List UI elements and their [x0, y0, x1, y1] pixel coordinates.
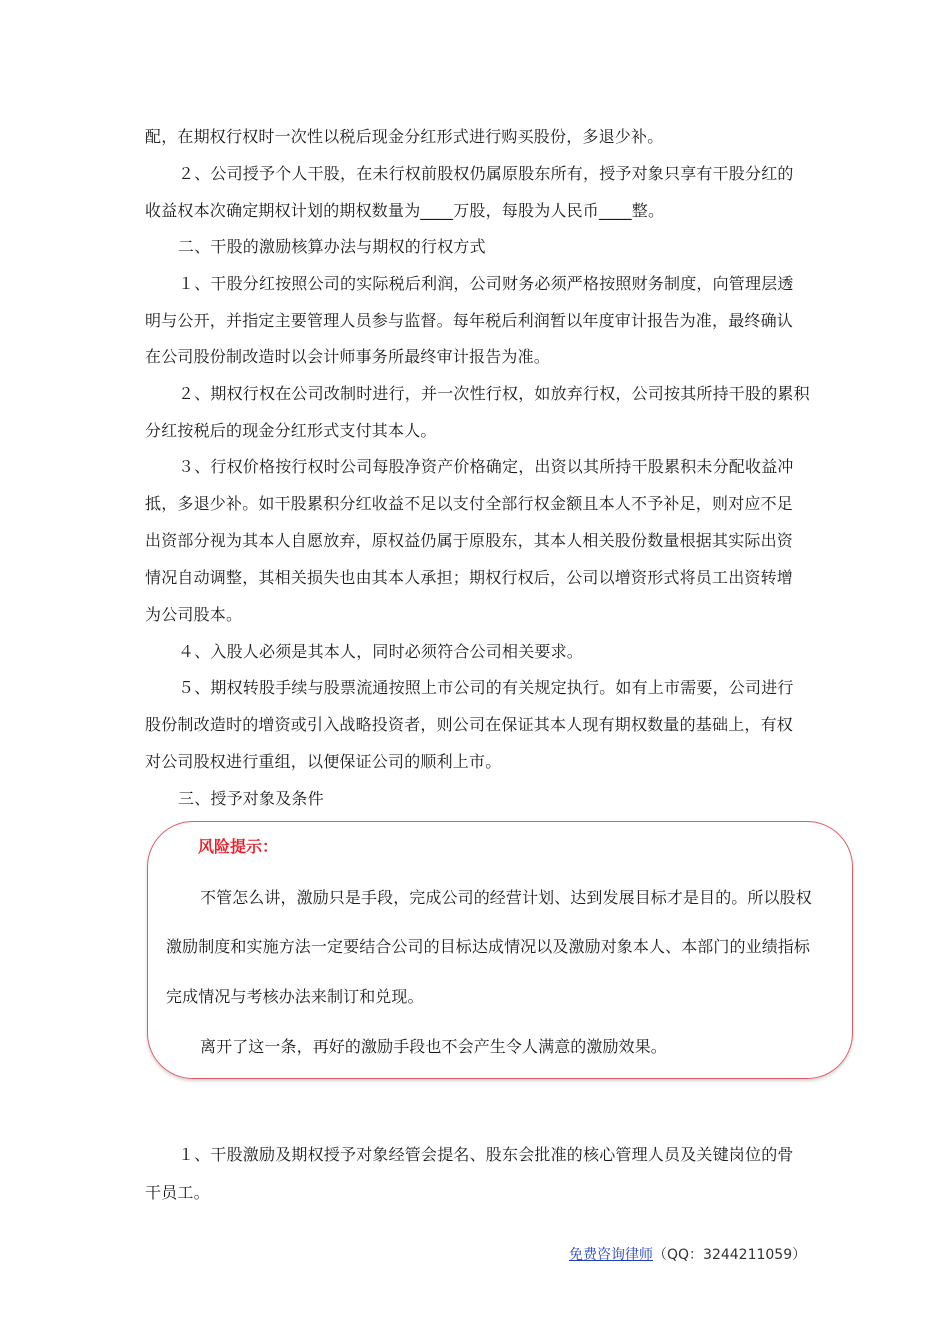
paragraph-line: 在公司股份制改造时以会计师事务所最终审计报告为准。	[145, 347, 551, 366]
paragraph-line: 对公司股权进行重组，以便保证公司的顺利上市。	[145, 752, 502, 771]
paragraph-line: ２、公司授予个人干股，在未行权前股权仍属原股东所有，授予对象只享有干股分红的	[178, 164, 794, 183]
paragraph-line: 出资部分视为其本人自愿放弃，原权益仍属于原股东，其本人相关股份数量根据其实际出资	[145, 531, 794, 550]
paragraph-line: 情况自动调整，其相关损失也由其本人承担；期权行权后，公司以增资形式将员工出资转增	[145, 568, 794, 587]
paragraph-line: 抵，多退少补。如干股累积分红收益不足以支付全部行权金额且本人不予补足，则对应不足	[145, 494, 794, 513]
free-consult-lawyer-link[interactable]: 免费咨询律师	[569, 1247, 653, 1263]
paragraph-line: 股份制改造时的增资或引入战略投资者，则公司在保证其本人现有期权数量的基础上，有权	[145, 715, 794, 734]
risk-notice-line: 完成情况与考核办法来制订和兑现。	[166, 987, 424, 1006]
paragraph-line: ４、入股人必须是其本人，同时必须符合公司相关要求。	[178, 642, 584, 661]
paragraph-line: 分红按税后的现金分红形式支付其本人。	[145, 421, 437, 440]
footer-contact	[569, 1245, 806, 1265]
paragraph-line: ２、期权行权在公司改制时进行，并一次性行权，如放弃行权，公司按其所持干股的累积	[178, 384, 810, 403]
paragraph-line: 为公司股本。	[145, 605, 243, 624]
paragraph-line: ３、行权价格按行权时公司每股净资产价格确定，出资以其所持干股累积未分配收益冲	[178, 457, 794, 476]
risk-notice-line: 不管怎么讲，激励只是手段，完成公司的经营计划、达到发展目标才是目的。所以股权	[200, 888, 812, 907]
section-heading: 三、授予对象及条件	[178, 789, 324, 808]
paragraph-line: ５、期权转股手续与股票流通按照上市公司的有关规定执行。如有上市需要，公司进行	[178, 678, 794, 697]
paragraph-line: 明与公开，并指定主要管理人员参与监督。每年税后利润暂以年度审计报告为准，最终确认	[145, 311, 794, 330]
paragraph-line: 收益权本次确定期权计划的期权数量为____万股，每股为人民币____整。	[145, 201, 665, 220]
risk-notice-line: 离开了这一条，再好的激励手段也不会产生令人满意的激励效果。	[200, 1037, 667, 1056]
risk-notice-line: 激励制度和实施方法一定要结合公司的目标达成情况以及激励对象本人、本部门的业绩指标	[166, 937, 811, 956]
section-heading: 二、干股的激励核算办法与期权的行权方式	[178, 237, 486, 256]
footer-qq-contact: （QQ：3244211059）	[653, 1247, 807, 1263]
paragraph-line: １、干股激励及期权授予对象经管会提名、股东会批准的核心管理人员及关键岗位的骨	[178, 1145, 794, 1164]
paragraph-line: １、干股分红按照公司的实际税后利润，公司财务必须严格按照财务制度，向管理层透	[178, 274, 794, 293]
risk-notice-title: 风险提示：	[198, 837, 279, 856]
paragraph-line: 配，在期权行权时一次性以税后现金分红形式进行购买股份，多退少补。	[145, 127, 664, 146]
paragraph-line: 干员工。	[145, 1183, 210, 1202]
